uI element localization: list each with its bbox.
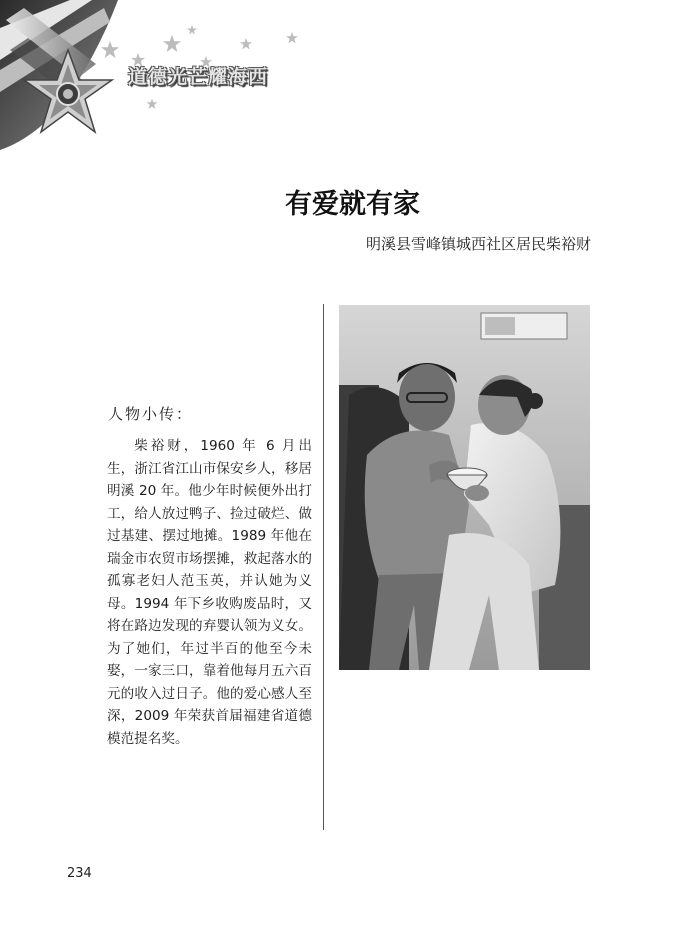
article-title: 有爱就有家	[285, 189, 420, 220]
portrait-photo	[339, 305, 590, 670]
page-number: 234	[67, 866, 92, 881]
bio-heading: 人物小传：	[108, 405, 194, 423]
column-divider	[323, 304, 324, 830]
article-subtitle: 明溪县雪峰镇城西社区居民柴裕财	[365, 235, 591, 253]
header-banner	[0, 0, 300, 150]
bio-text: 柴裕财，1960 年 6 月出生，浙江省江山市保安乡人，移居明溪 20 年。他少年时候便外出打工，给人放过鸭子、捡过破烂、做过基建、摆过地摊。1989 年他在瑞金市农贸市场摆摊，救起落水的孤寡老妇人范玉英，并认她为义母。1994 年下乡收购废品时，又将在路边发现的弃婴认领为义女。为了她们，年过半百的他至今未娶，一家三口，靠着他每月五六百元的收入过日子。他的爱心感人至深，2009 年荣获首届福建省道德模范提名奖。	[107, 438, 312, 747]
banner-title: 道德光芒耀海西	[128, 66, 269, 88]
